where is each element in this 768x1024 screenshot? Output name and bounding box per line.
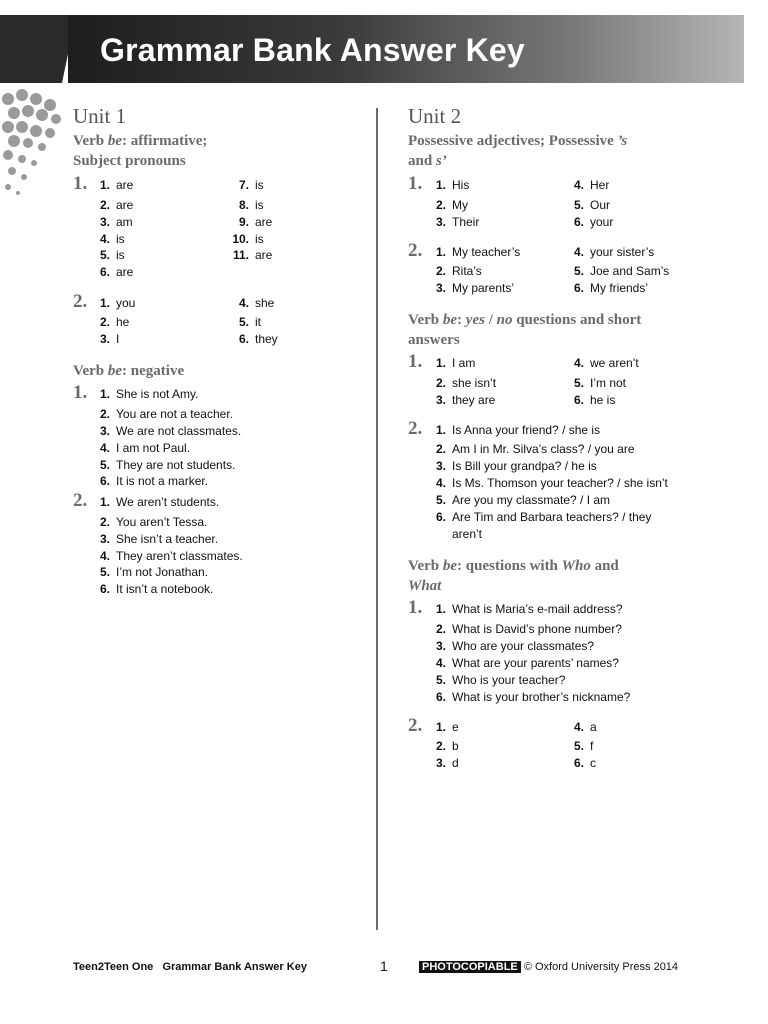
- item-number: 5.: [99, 565, 110, 579]
- section-title-part: no: [496, 312, 513, 328]
- section-title-part: : negative: [122, 363, 185, 379]
- item-answer: We are not classmates.: [116, 424, 242, 438]
- exercise-number: 2.: [73, 490, 88, 511]
- item-answer: Are Tim and Barbara teachers? / they: [452, 510, 652, 524]
- item-answer: is: [255, 178, 264, 192]
- section-title-part: Verb: [73, 363, 108, 379]
- list-item: [94, 407, 233, 421]
- item-answer: they are: [452, 393, 496, 407]
- item-number: 2.: [435, 264, 446, 278]
- list-item: [94, 441, 190, 455]
- section-title-part: yes: [465, 312, 485, 328]
- item-answer: is: [255, 232, 264, 246]
- list-item: [568, 178, 609, 192]
- unit2-section2-title: [408, 310, 641, 350]
- item-answer: I am: [452, 356, 476, 370]
- list-item: [430, 215, 479, 229]
- item-answer: Are you my classmate? / I am: [452, 493, 611, 507]
- item-answer: I: [116, 332, 120, 346]
- item-number: 4.: [573, 245, 584, 259]
- list-item: [430, 356, 475, 370]
- item-answer: are: [116, 198, 134, 212]
- list-item: [430, 510, 651, 524]
- item-number: 1.: [435, 245, 446, 259]
- list-item: [229, 232, 264, 246]
- section-title-part: Verb: [408, 312, 443, 328]
- list-item: [94, 315, 129, 329]
- item-number: 6.: [435, 510, 446, 524]
- item-answer: You are not a teacher.: [116, 407, 233, 421]
- item-number: 5.: [573, 376, 584, 390]
- section-title-part: :: [457, 312, 466, 328]
- list-item: [430, 376, 496, 390]
- item-number: 4.: [99, 232, 110, 246]
- item-answer: is: [116, 248, 125, 262]
- item-number: 7.: [238, 178, 249, 192]
- item-number: 1.: [99, 387, 110, 401]
- column-divider: [376, 108, 378, 930]
- item-answer: d: [452, 756, 459, 770]
- page-number: 1: [380, 958, 388, 974]
- list-item: [229, 215, 272, 229]
- list-item: [94, 458, 235, 472]
- list-item: [229, 315, 261, 329]
- item-number: 10.: [232, 232, 249, 246]
- item-number: 6.: [573, 281, 584, 295]
- item-number: 2.: [435, 198, 446, 212]
- section-title-part: : affirmative;: [122, 133, 208, 149]
- section-title-part: Who: [561, 558, 591, 574]
- item-answer: it: [255, 315, 261, 329]
- item-number: 2.: [99, 515, 110, 529]
- list-item: [430, 493, 610, 507]
- unit2-section1-title: [408, 131, 627, 171]
- item-number: 4.: [435, 476, 446, 490]
- item-number: 2.: [435, 442, 446, 456]
- item-number: 3.: [435, 756, 446, 770]
- list-item: [94, 424, 241, 438]
- list-item: [94, 582, 213, 596]
- section-title-part: Possessive adjectives; Possessive: [408, 133, 618, 149]
- list-item: [430, 527, 482, 541]
- list-item: [430, 656, 619, 670]
- list-item: [94, 332, 119, 346]
- item-answer: are: [255, 248, 273, 262]
- item-number: 4.: [435, 656, 446, 670]
- item-answer: Rita’s: [452, 264, 482, 278]
- list-item: [94, 387, 198, 401]
- item-answer: am: [116, 215, 133, 229]
- exercise-number: 1.: [73, 173, 88, 194]
- list-item: [430, 245, 520, 259]
- list-item: [568, 356, 639, 370]
- item-number: 1.: [435, 423, 446, 437]
- unit1-section1-title: [73, 131, 207, 171]
- list-item: [430, 459, 597, 473]
- section-title-part: be: [442, 312, 458, 328]
- item-answer: They aren’t classmates.: [116, 549, 243, 563]
- item-answer: Their: [452, 215, 480, 229]
- list-item: [94, 515, 207, 529]
- item-answer: is: [116, 232, 125, 246]
- item-number: 5.: [573, 739, 584, 753]
- item-number: 3.: [435, 393, 446, 407]
- exercise-number: 1.: [408, 173, 423, 194]
- list-item: [94, 495, 219, 509]
- item-answer: we aren’t: [590, 356, 639, 370]
- list-item: [94, 474, 208, 488]
- item-answer: Our: [590, 198, 611, 212]
- item-number: 3.: [435, 215, 446, 229]
- item-answer: are: [116, 265, 134, 279]
- section-title-part: Verb: [408, 558, 443, 574]
- item-number: 5.: [99, 458, 110, 472]
- item-number: 3.: [99, 332, 110, 346]
- item-number: 2.: [435, 376, 446, 390]
- item-answer: Is Bill your grandpa? / he is: [452, 459, 597, 473]
- list-item: [94, 232, 125, 246]
- list-item: [229, 332, 278, 346]
- list-item: [94, 532, 218, 546]
- unit2-section3-title: [408, 556, 619, 596]
- list-item: [94, 296, 135, 310]
- list-item: [229, 248, 272, 262]
- item-answer: a: [590, 720, 597, 734]
- list-item: [430, 198, 468, 212]
- item-number: 1.: [99, 495, 110, 509]
- list-item: [568, 720, 597, 734]
- exercise-number: 2.: [73, 291, 88, 312]
- list-item: [94, 565, 208, 579]
- list-item: [94, 178, 133, 192]
- item-answer: They are not students.: [116, 458, 236, 472]
- item-number: 6.: [573, 215, 584, 229]
- section-title-part: Subject pronouns: [73, 153, 186, 169]
- item-number: 6.: [99, 582, 110, 596]
- item-answer: His: [452, 178, 470, 192]
- item-answer: My friends’: [590, 281, 649, 295]
- item-number: 4.: [99, 549, 110, 563]
- item-number: 4.: [573, 720, 584, 734]
- item-answer: It isn’t a notebook.: [116, 582, 214, 596]
- item-number: 6.: [238, 332, 249, 346]
- photocopiable-badge: PHOTOCOPIABLE: [419, 961, 521, 973]
- item-answer: he is: [590, 393, 616, 407]
- list-item: [430, 476, 668, 490]
- item-number: 1.: [435, 602, 446, 616]
- item-answer: My teacher’s: [452, 245, 521, 259]
- item-answer: e: [452, 720, 459, 734]
- item-answer: Joe and Sam’s: [590, 264, 670, 278]
- item-answer: I’m not Jonathan.: [116, 565, 209, 579]
- list-item: [430, 739, 459, 753]
- item-answer: My: [452, 198, 468, 212]
- item-answer: f: [590, 739, 594, 753]
- section-title-part: Verb: [73, 133, 108, 149]
- item-answer: is: [255, 198, 264, 212]
- list-item: [430, 281, 514, 295]
- list-item: [568, 215, 613, 229]
- item-number: 6.: [435, 690, 446, 704]
- item-number: 3.: [435, 459, 446, 473]
- item-answer: What are your parents’ names?: [452, 656, 619, 670]
- item-answer: You aren’t Tessa.: [116, 515, 208, 529]
- item-answer: are: [255, 215, 273, 229]
- list-item: [430, 442, 635, 456]
- item-answer: aren’t: [452, 527, 483, 541]
- section-title-part: be: [442, 558, 458, 574]
- item-answer: She isn’t a teacher.: [116, 532, 219, 546]
- item-answer: she isn’t: [452, 376, 497, 390]
- list-item: [430, 393, 495, 407]
- item-number: 5.: [573, 198, 584, 212]
- item-number: 5.: [99, 248, 110, 262]
- item-number: 3.: [435, 281, 446, 295]
- item-answer: your sister’s: [590, 245, 655, 259]
- footer-title: Teen2Teen One Grammar Bank Answer Key: [73, 961, 307, 973]
- list-item: [430, 673, 565, 687]
- unit1-section2-title: [73, 361, 184, 381]
- item-answer: What is Maria’s e-mail address?: [452, 602, 623, 616]
- list-item: [430, 756, 459, 770]
- copyright-text: © Oxford University Press 2014: [523, 961, 679, 973]
- list-item: [229, 198, 264, 212]
- section-title-part: What: [408, 578, 442, 594]
- item-number: 2.: [99, 315, 110, 329]
- item-number: 4.: [573, 356, 584, 370]
- list-item: [94, 265, 133, 279]
- item-number: 6.: [573, 393, 584, 407]
- section-title-part: : questions with: [457, 558, 562, 574]
- item-number: 5.: [435, 673, 446, 687]
- item-answer: Her: [590, 178, 610, 192]
- exercise-number: 1.: [408, 597, 423, 618]
- list-item: [568, 281, 648, 295]
- list-item: [568, 393, 615, 407]
- exercise-number: 1.: [408, 351, 423, 372]
- list-item: [430, 264, 482, 278]
- item-number: 2.: [99, 198, 110, 212]
- list-item: [568, 739, 593, 753]
- item-number: 2.: [99, 407, 110, 421]
- list-item: [568, 264, 669, 278]
- item-answer: they: [255, 332, 278, 346]
- item-answer: What is David’s phone number?: [452, 622, 622, 636]
- list-item: [229, 296, 274, 310]
- list-item: [94, 248, 125, 262]
- item-answer: c: [590, 756, 596, 770]
- section-title-part: and: [408, 153, 436, 169]
- item-number: 1.: [99, 296, 110, 310]
- item-number: 1.: [435, 720, 446, 734]
- list-item: [430, 602, 623, 616]
- item-number: 2.: [435, 739, 446, 753]
- item-answer: your: [590, 215, 614, 229]
- item-answer: She is not Amy.: [116, 387, 199, 401]
- copyright-line: [419, 961, 678, 973]
- list-item: [568, 376, 626, 390]
- item-answer: What is your brother’s nickname?: [452, 690, 631, 704]
- exercise-number: 1.: [73, 382, 88, 403]
- item-number: 5.: [435, 493, 446, 507]
- item-number: 3.: [99, 215, 110, 229]
- section-title-part: /: [484, 312, 497, 328]
- list-item: [430, 423, 600, 437]
- list-item: [229, 178, 264, 192]
- item-answer: I’m not: [590, 376, 627, 390]
- list-item: [94, 549, 243, 563]
- item-answer: Who are your classmates?: [452, 639, 595, 653]
- unit1-title: Unit 1: [73, 104, 127, 128]
- item-answer: are: [116, 178, 134, 192]
- exercise-number: 2.: [408, 715, 423, 736]
- item-number: 5.: [573, 264, 584, 278]
- item-number: 11.: [232, 248, 249, 262]
- section-title-part: s’: [435, 153, 447, 169]
- item-number: 1.: [435, 178, 446, 192]
- item-number: 1.: [99, 178, 110, 192]
- item-answer: We aren’t students.: [116, 495, 220, 509]
- list-item: [94, 215, 133, 229]
- list-item: [430, 639, 594, 653]
- item-answer: My parents’: [452, 281, 515, 295]
- page-title: Grammar Bank Answer Key: [100, 32, 525, 68]
- item-number: 6.: [99, 474, 110, 488]
- item-number: 3.: [99, 532, 110, 546]
- list-item: [568, 198, 610, 212]
- item-number: 4.: [99, 441, 110, 455]
- exercise-number: 2.: [408, 240, 423, 261]
- list-item: [568, 756, 596, 770]
- list-item: [94, 198, 133, 212]
- item-answer: Am I in Mr. Silva’s class? / you are: [452, 442, 635, 456]
- item-number: 5.: [238, 315, 249, 329]
- item-number: 4.: [573, 178, 584, 192]
- item-answer: I am not Paul.: [116, 441, 191, 455]
- section-title-part: and: [590, 558, 619, 574]
- list-item: [430, 178, 469, 192]
- item-number: 6.: [573, 756, 584, 770]
- item-number: 1.: [435, 356, 446, 370]
- exercise-number: 2.: [408, 418, 423, 439]
- section-title-part: be: [107, 133, 123, 149]
- item-number: 8.: [238, 198, 249, 212]
- section-title-part: be: [107, 363, 123, 379]
- item-answer: she: [255, 296, 275, 310]
- item-answer: Who is your teacher?: [452, 673, 566, 687]
- item-answer: Is Ms. Thomson your teacher? / she isn’t: [452, 476, 668, 490]
- item-number: 9.: [238, 215, 249, 229]
- item-number: 3.: [435, 639, 446, 653]
- item-answer: It is not a marker.: [116, 474, 209, 488]
- item-number: 4.: [238, 296, 249, 310]
- item-number: 6.: [99, 265, 110, 279]
- item-number: 2.: [435, 622, 446, 636]
- section-title-part: ’s: [617, 133, 628, 149]
- item-answer: he: [116, 315, 130, 329]
- list-item: [568, 245, 654, 259]
- item-answer: Is Anna your friend? / she is: [452, 423, 601, 437]
- list-item: [430, 720, 459, 734]
- item-number: 3.: [99, 424, 110, 438]
- section-title-part: answers: [408, 332, 460, 348]
- section-title-part: questions and short: [512, 312, 642, 328]
- item-answer: you: [116, 296, 136, 310]
- unit2-title: Unit 2: [408, 104, 462, 128]
- list-item: [430, 690, 630, 704]
- item-answer: b: [452, 739, 459, 753]
- list-item: [430, 622, 622, 636]
